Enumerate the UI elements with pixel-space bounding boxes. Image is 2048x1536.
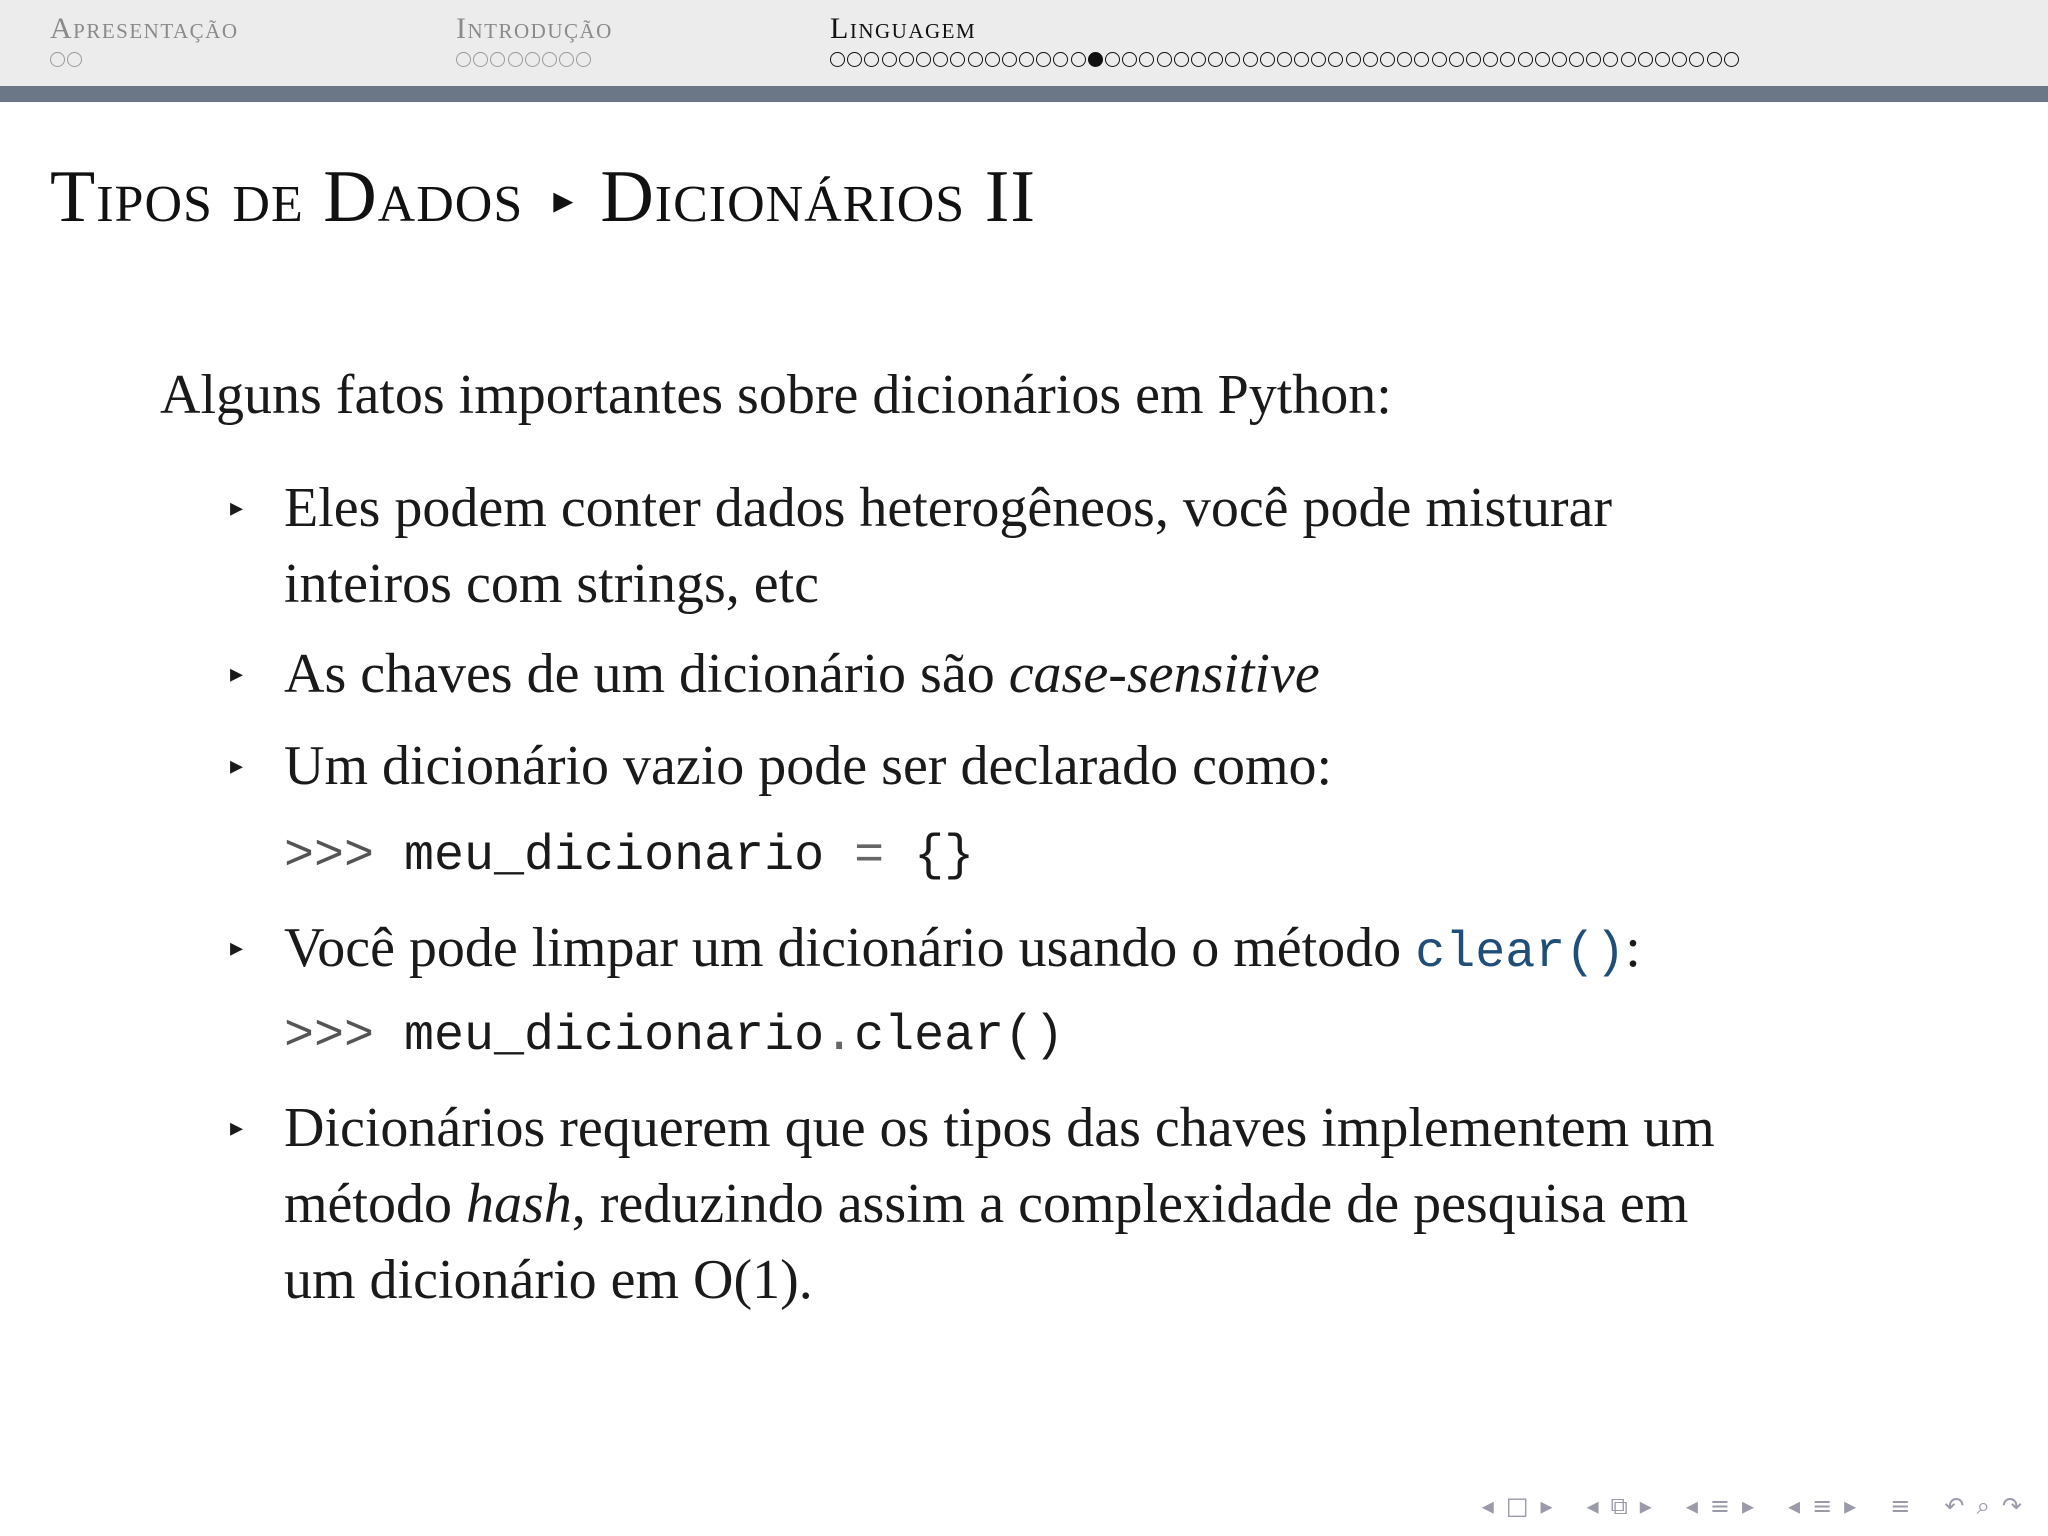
item-line: Dicionários requerem que os tipos das chaves implementem um	[284, 1097, 1715, 1159]
section-icon[interactable]: ≡	[1709, 1492, 1730, 1520]
item-text: , reduzindo assim a complexidade de pesquisa em	[571, 1173, 1689, 1235]
item-text: método	[284, 1173, 466, 1235]
frame-dot[interactable]	[1724, 52, 1739, 67]
nav-section-label[interactable]: Linguagem	[830, 12, 977, 45]
code-value: {}	[914, 828, 975, 885]
frame-dot[interactable]	[1191, 52, 1206, 67]
frame-dot[interactable]	[1449, 52, 1464, 67]
frame-dot[interactable]	[1311, 52, 1326, 67]
frame-title	[50, 152, 1036, 253]
frame-dot[interactable]	[1346, 52, 1361, 67]
frame-dot[interactable]	[1139, 52, 1154, 67]
frame-dot[interactable]	[1621, 52, 1636, 67]
frame-dot[interactable]	[1586, 52, 1601, 67]
list-item	[230, 728, 1333, 804]
frame-dot[interactable]	[1432, 52, 1447, 67]
frame-dot[interactable]	[916, 52, 931, 67]
frame-dot[interactable]	[542, 52, 557, 67]
frame-dot[interactable]	[1019, 52, 1034, 67]
item-suffix: :	[1625, 917, 1641, 979]
frame-dot[interactable]	[1483, 52, 1498, 67]
next-document-section-icon[interactable]: ▸	[1844, 1492, 1857, 1520]
frame-dot[interactable]	[1157, 52, 1172, 67]
frame-dot[interactable]	[67, 52, 82, 67]
frame-dot[interactable]	[1122, 52, 1137, 67]
history-nav	[1938, 1492, 2028, 1520]
list-item	[230, 470, 1613, 622]
frame-dots	[830, 52, 1741, 70]
next-subsection-icon[interactable]: ▸	[1639, 1492, 1652, 1520]
item-text: Você pode limpar um dicionário usando o método	[284, 917, 1416, 979]
bullet-icon: ▸	[230, 659, 244, 688]
subsection-nav	[1581, 1492, 1658, 1520]
frame-dot[interactable]	[490, 52, 505, 67]
frame-dot[interactable]	[1071, 52, 1086, 67]
code-variable: meu_dicionario	[404, 1008, 825, 1065]
frame-dot[interactable]	[1638, 52, 1653, 67]
frame-nav	[1476, 1492, 1559, 1520]
frame-dot[interactable]	[1277, 52, 1292, 67]
frame-dot[interactable]	[1208, 52, 1223, 67]
list-item	[230, 1090, 1715, 1318]
item-line: um dicionário em O(1).	[284, 1249, 813, 1311]
title-separator-icon: ▸	[553, 177, 575, 222]
prev-document-section-icon[interactable]: ◂	[1788, 1492, 1801, 1520]
search-icon[interactable]: ⌕	[1976, 1492, 1990, 1520]
frame-dot[interactable]	[456, 52, 471, 67]
forward-icon[interactable]: ↷	[2001, 1492, 2022, 1520]
frame-dot[interactable]	[50, 52, 65, 67]
item-emphasis: case-sensitive	[1008, 643, 1320, 705]
frame-dot[interactable]	[1603, 52, 1618, 67]
frame-dot[interactable]	[525, 52, 540, 67]
frame-dot[interactable]	[1689, 52, 1704, 67]
appendix-icon[interactable]: ≡	[1890, 1492, 1911, 1520]
prev-frame-icon[interactable]: ◂	[1481, 1492, 1494, 1520]
frame-dot[interactable]	[1053, 52, 1068, 67]
header-divider-bar	[0, 86, 2048, 102]
list-item	[230, 636, 1320, 712]
prev-subsection-icon[interactable]: ◂	[1586, 1492, 1599, 1520]
intro-text: Alguns fatos importantes sobre dicionários em Python:	[160, 364, 1392, 426]
title-subtitle: Dicionários II	[600, 156, 1037, 238]
bullet-icon: ▸	[230, 493, 244, 522]
frame-dot[interactable]	[1380, 52, 1395, 67]
frame-dot[interactable]	[576, 52, 591, 67]
frame-dot[interactable]	[847, 52, 862, 67]
frame-dot[interactable]	[1569, 52, 1584, 67]
code-operator: =	[854, 828, 885, 885]
title-section: Tipos de Dados	[50, 156, 524, 238]
document-nav	[1782, 1492, 1862, 1520]
frame-dot[interactable]	[1225, 52, 1240, 67]
code-dot: .	[824, 1008, 855, 1065]
code-line	[284, 822, 974, 892]
frame-dot[interactable]	[1397, 52, 1412, 67]
frame-dot[interactable]	[1466, 52, 1481, 67]
item-line: Eles podem conter dados heterogêneos, você pode misturar	[284, 477, 1613, 539]
code-call: clear()	[854, 1008, 1065, 1065]
frame-dot[interactable]	[1328, 52, 1343, 67]
bullet-icon: ▸	[230, 751, 244, 780]
frame-dot[interactable]	[1174, 52, 1189, 67]
frame-dot[interactable]	[1036, 52, 1051, 67]
prev-section-icon[interactable]: ◂	[1685, 1492, 1698, 1520]
beamer-navigation-controls	[1476, 1488, 2028, 1524]
nav-section-apresentacao[interactable]	[50, 12, 239, 70]
frame-dot[interactable]	[830, 52, 845, 67]
frame-icon[interactable]: □	[1505, 1492, 1529, 1520]
section-nav	[1680, 1492, 1760, 1520]
nav-section-label[interactable]: Introdução	[456, 12, 613, 45]
frame-dot[interactable]	[1500, 52, 1515, 67]
code-line	[284, 1002, 1064, 1072]
next-frame-icon[interactable]: ▸	[1540, 1492, 1553, 1520]
back-icon[interactable]: ↶	[1944, 1492, 1965, 1520]
section-navigation	[0, 0, 2048, 86]
frame-dot[interactable]	[968, 52, 983, 67]
inline-code: clear()	[1415, 925, 1626, 982]
frame-dot[interactable]	[559, 52, 574, 67]
frame-dot[interactable]	[1414, 52, 1429, 67]
subsection-icon[interactable]: ⧉	[1610, 1492, 1628, 1520]
frame-dot[interactable]	[1105, 52, 1120, 67]
frame-dot[interactable]	[1552, 52, 1567, 67]
list-item	[230, 910, 1641, 992]
frame-dot[interactable]	[1707, 52, 1722, 67]
bullet-icon: ▸	[230, 1113, 244, 1142]
frame-dot[interactable]	[508, 52, 523, 67]
frame-dots	[456, 52, 613, 70]
frame-dot[interactable]	[1260, 52, 1275, 67]
frame-dot[interactable]	[950, 52, 965, 67]
code-variable: meu_dicionario	[404, 828, 825, 885]
frame-dot[interactable]	[1655, 52, 1670, 67]
frame-dot[interactable]	[1363, 52, 1378, 67]
code-prompt: >>>	[284, 828, 375, 885]
frame-dot[interactable]	[985, 52, 1000, 67]
code-prompt: >>>	[284, 1008, 375, 1065]
frame-dot[interactable]	[473, 52, 488, 67]
item-text: As chaves de um dicionário são	[284, 643, 1009, 705]
item-text: Um dicionário vazio pode ser declarado como:	[284, 735, 1333, 797]
document-section-icon[interactable]: ≡	[1812, 1492, 1833, 1520]
current-frame-dot[interactable]	[1088, 52, 1103, 67]
frame-dot[interactable]	[1518, 52, 1533, 67]
bullet-icon: ▸	[230, 933, 244, 962]
nav-section-label[interactable]: Apresentação	[50, 12, 239, 45]
frame-dot[interactable]	[899, 52, 914, 67]
frame-dot[interactable]	[933, 52, 948, 67]
frame-dot[interactable]	[1243, 52, 1258, 67]
frame-dot[interactable]	[1672, 52, 1687, 67]
frame-dot[interactable]	[1535, 52, 1550, 67]
nav-section-linguagem[interactable]	[830, 12, 1741, 70]
frame-dots	[50, 52, 239, 70]
item-line: inteiros com strings, etc	[284, 553, 820, 615]
nav-section-introducao[interactable]	[456, 12, 613, 70]
next-section-icon[interactable]: ▸	[1741, 1492, 1755, 1520]
frame-dot[interactable]	[1002, 52, 1017, 67]
appendix-nav	[1884, 1492, 1916, 1520]
item-emphasis: hash	[465, 1173, 572, 1235]
frame-dot[interactable]	[882, 52, 897, 67]
frame-dot[interactable]	[864, 52, 879, 67]
frame-dot[interactable]	[1294, 52, 1309, 67]
